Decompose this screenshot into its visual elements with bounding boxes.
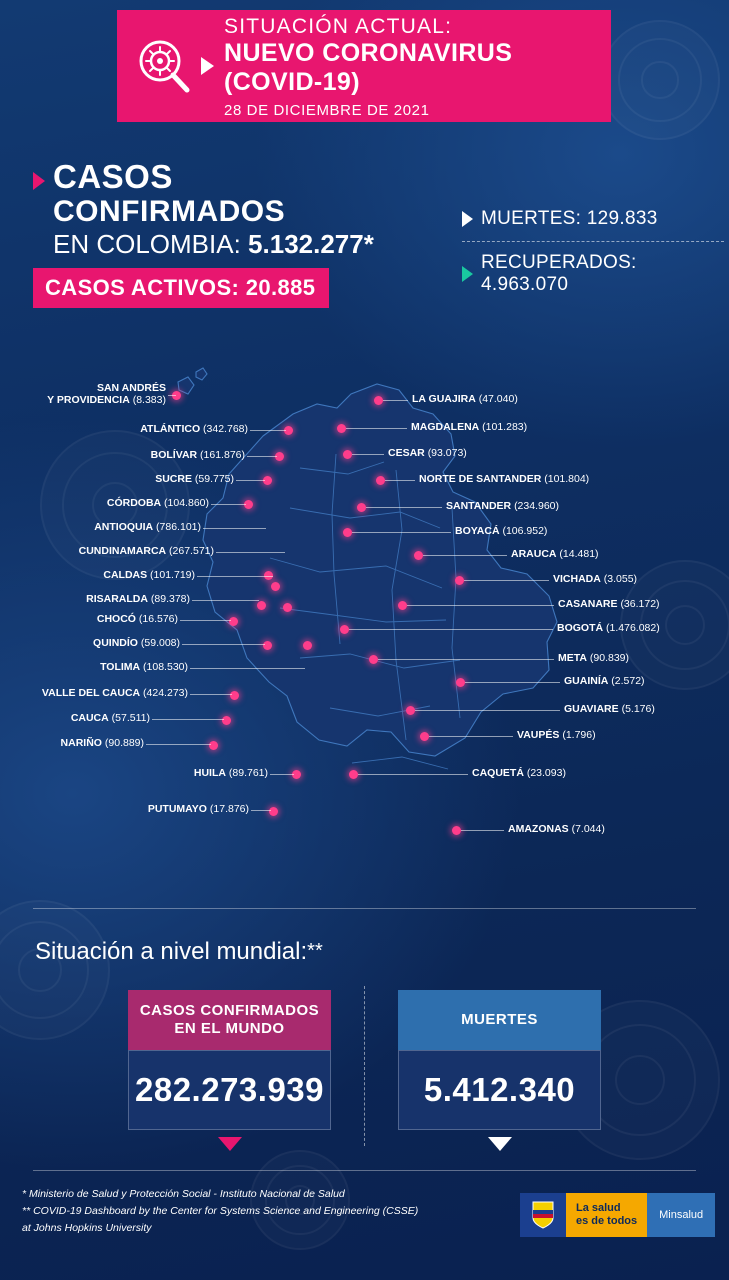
map-dot xyxy=(357,503,366,512)
map-dot xyxy=(369,655,378,664)
divider-line xyxy=(33,908,696,909)
map-label-narino: NARIÑO (90.889) xyxy=(60,737,144,749)
leader-line xyxy=(192,600,259,601)
header-text xyxy=(224,14,611,119)
leader-line xyxy=(250,430,286,431)
map-label-norte-de-santander: NORTE DE SANTANDER (101.804) xyxy=(419,473,590,485)
leader-line xyxy=(203,528,266,529)
footnote-1: * Ministerio de Salud y Protección Social - Instituto Nacional de Salud xyxy=(22,1188,345,1200)
map-label-antioquia: ANTIOQUIA (786.101) xyxy=(94,521,201,533)
footer-logos xyxy=(520,1193,715,1237)
map-label-guainia: GUAINÍA (2.572) xyxy=(564,675,645,687)
virus-blob-decor xyxy=(0,900,110,1040)
cases-country-prefix: EN COLOMBIA: xyxy=(53,229,249,259)
footnote-3: at Johns Hopkins University xyxy=(22,1222,152,1234)
map-dot xyxy=(230,691,239,700)
map-label-cauca: CAUCA (57.511) xyxy=(70,712,150,724)
map-label-bolivar: BOLÍVAR (161.876) xyxy=(150,449,245,461)
world-deaths-value: 5.412.340 xyxy=(398,1050,601,1130)
map-dot xyxy=(376,476,385,485)
header-arrow-icon xyxy=(201,57,214,75)
leader-line xyxy=(464,580,549,581)
leader-line xyxy=(190,694,232,695)
pink-triangle-icon xyxy=(33,172,45,190)
pink-down-triangle-icon xyxy=(218,1137,242,1151)
leader-line xyxy=(385,480,415,481)
colombia-coat-of-arms-icon xyxy=(520,1193,566,1237)
map-dot xyxy=(269,807,278,816)
recovered-row xyxy=(462,252,724,296)
leader-line xyxy=(423,555,507,556)
map-dot xyxy=(343,450,352,459)
map-label-cesar: CESAR (93.073) xyxy=(388,447,467,459)
active-cases-badge: CASOS ACTIVOS: 20.885 xyxy=(33,268,329,308)
leader-line xyxy=(429,736,513,737)
map-dot xyxy=(406,706,415,715)
header-title: NUEVO CORONAVIRUS (COVID-19) xyxy=(224,38,513,96)
leader-line xyxy=(383,400,408,401)
leader-line xyxy=(352,532,451,533)
salud-line1: La salud xyxy=(576,1202,621,1214)
map-label-vaupes: VAUPÉS (1.796) xyxy=(517,729,596,741)
map-label-meta: META (90.839) xyxy=(558,652,629,664)
map-label-la-guajira: LA GUAJIRA (47.040) xyxy=(412,393,518,405)
minsalud-logo: Minsalud xyxy=(647,1193,715,1237)
salud-line2: es de todos xyxy=(576,1215,638,1227)
leader-line xyxy=(270,774,294,775)
map-label-santander: SANTANDER (234.960) xyxy=(446,500,560,512)
virus-magnifier-icon xyxy=(133,35,195,97)
world-section-title xyxy=(35,938,323,966)
map-dot xyxy=(209,741,218,750)
map-dot xyxy=(374,396,383,405)
leader-line xyxy=(461,830,504,831)
world-title-text: Situación a nivel mundial: xyxy=(35,938,308,965)
map-label-vichada: VICHADA (3.055) xyxy=(553,573,638,585)
leader-line xyxy=(407,605,554,606)
world-confirmed-caption: CASOS CONFIRMADOS EN EL MUNDO xyxy=(128,990,331,1050)
world-deaths-caption: MUERTES xyxy=(398,990,601,1050)
leader-line xyxy=(366,507,442,508)
deaths-label-value: MUERTES: 129.833 xyxy=(481,208,658,229)
la-salud-es-de-todos-logo xyxy=(566,1193,647,1237)
leader-line xyxy=(152,719,224,720)
leader-line xyxy=(197,576,273,577)
deaths-recovered-block xyxy=(462,208,724,296)
leader-line xyxy=(358,774,468,775)
map-label-sucre: SUCRE (59.775) xyxy=(155,473,234,485)
leader-line xyxy=(182,644,265,645)
world-title-footnote-mark: ** xyxy=(307,940,323,962)
map-label-cordoba: CÓRDOBA (104.860) xyxy=(106,497,209,509)
map-label-caldas: CALDAS (101.719) xyxy=(103,569,195,581)
leader-line xyxy=(180,620,231,621)
leader-line xyxy=(216,552,285,553)
leader-line xyxy=(190,668,305,669)
map-label-bogota: BOGOTÁ (1.476.082) xyxy=(557,622,660,634)
divider-line xyxy=(33,1170,696,1171)
leader-line xyxy=(251,810,271,811)
colombia-cases-block xyxy=(33,160,453,308)
map-label-casanare: CASANARE (36.172) xyxy=(558,598,660,610)
leader-line xyxy=(415,710,560,711)
map-dot xyxy=(229,617,238,626)
map-dot xyxy=(414,551,423,560)
white-down-triangle-icon xyxy=(488,1137,512,1151)
map-label-atlantico: ATLÁNTICO (342.768) xyxy=(140,423,248,435)
map-label-valle-del-cauca: VALLE DEL CAUCA (424.273) xyxy=(41,687,188,699)
footnote-2: ** COVID-19 Dashboard by the Center for Systems Science and Engineering (CSSE) xyxy=(22,1205,419,1217)
map-dot xyxy=(303,641,312,650)
vertical-dashed-divider xyxy=(364,986,365,1146)
map-dot xyxy=(222,716,231,725)
divider-dashed xyxy=(462,241,724,242)
map-dot xyxy=(257,601,266,610)
cases-line2: CONFIRMADOS xyxy=(53,195,286,228)
map-label-cundinamarca: CUNDINAMARCA (267.571) xyxy=(78,545,214,557)
world-deaths-box xyxy=(398,990,601,1130)
map-dot xyxy=(398,601,407,610)
leader-line xyxy=(168,395,176,396)
map-dot xyxy=(340,625,349,634)
map-label-quindio: QUINDÍO (59.008) xyxy=(93,637,180,649)
map-dot xyxy=(271,582,280,591)
map-label-caqueta: CAQUETÁ (23.093) xyxy=(472,767,566,779)
map-dot xyxy=(455,576,464,585)
map-label-arauca: ARAUCA (14.481) xyxy=(511,548,599,560)
map-dot xyxy=(452,826,461,835)
header-banner xyxy=(117,10,611,122)
virus-blob-decor xyxy=(600,20,720,140)
white-triangle-icon xyxy=(462,211,473,227)
map-label-choco: CHOCÓ (16.576) xyxy=(96,613,178,625)
header-kicker: SITUACIÓN ACTUAL: xyxy=(224,14,453,38)
header-date: 28 DE DICIEMBRE DE 2021 xyxy=(224,101,430,119)
leader-line xyxy=(247,456,277,457)
leader-line xyxy=(378,659,554,660)
map-label-san-andres: SAN ANDRÉS Y PROVIDENCIA (8.383) xyxy=(47,382,166,406)
colombia-map xyxy=(0,358,729,903)
map-dot xyxy=(283,603,292,612)
map-label-boyaca: BOYACÁ (106.952) xyxy=(455,525,548,537)
leader-line xyxy=(236,480,265,481)
footnotes xyxy=(22,1186,482,1237)
map-dot xyxy=(456,678,465,687)
map-label-guaviare: GUAVIARE (5.176) xyxy=(564,703,655,715)
cases-total-value: 5.132.277* xyxy=(248,229,374,259)
map-label-amazonas: AMAZONAS (7.044) xyxy=(508,823,605,835)
cases-line1: CASOS xyxy=(53,158,173,195)
map-dot xyxy=(337,424,346,433)
world-confirmed-box xyxy=(128,990,331,1130)
green-triangle-icon xyxy=(462,266,473,282)
recovered-label-value: RECUPERADOS: 4.963.070 xyxy=(481,252,637,295)
deaths-row xyxy=(462,208,724,230)
cases-line3 xyxy=(53,231,374,257)
leader-line xyxy=(352,454,384,455)
map-dot xyxy=(349,770,358,779)
map-label-risaralda: RISARALDA (89.378) xyxy=(86,593,190,605)
leader-line xyxy=(465,682,560,683)
map-label-putumayo: PUTUMAYO (17.876) xyxy=(147,803,249,815)
map-label-magdalena: MAGDALENA (101.283) xyxy=(411,421,528,433)
leader-line xyxy=(346,428,407,429)
map-dot xyxy=(343,528,352,537)
leader-line xyxy=(349,629,553,630)
leader-line xyxy=(211,504,246,505)
world-confirmed-value: 282.273.939 xyxy=(128,1050,331,1130)
map-label-huila: HUILA (89.761) xyxy=(193,767,268,779)
map-dot xyxy=(420,732,429,741)
leader-line xyxy=(146,744,211,745)
map-label-tolima: TOLIMA (108.530) xyxy=(100,661,188,673)
map-dot xyxy=(263,641,272,650)
